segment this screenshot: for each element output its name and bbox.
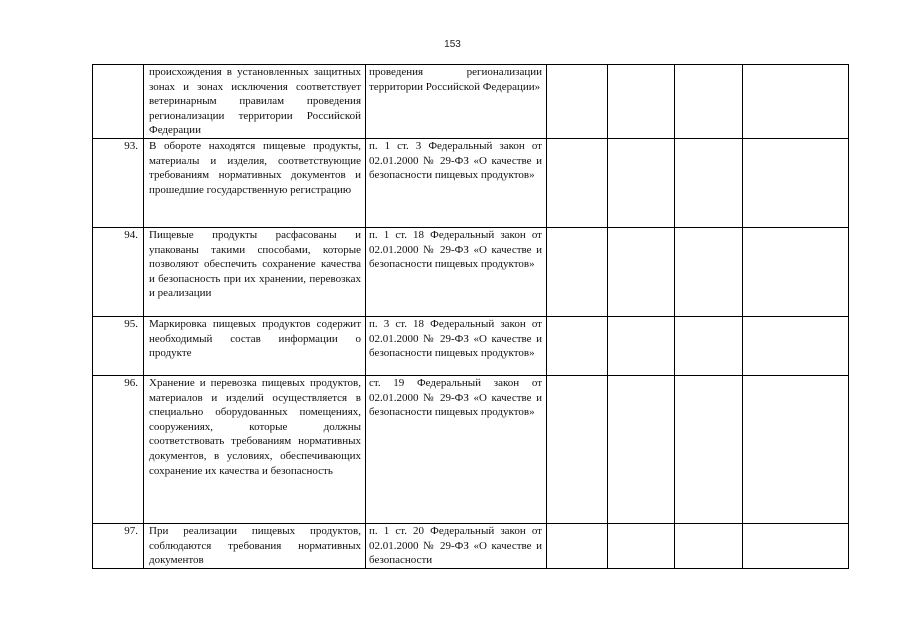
legal-reference-cell: проведения регионализации территории Российской Федерации» [366, 65, 547, 139]
notes-cell [743, 227, 849, 316]
notes-cell [743, 375, 849, 523]
table-row [93, 523, 849, 568]
legal-reference-cell: п. 1 ст. 18 Федеральный закон от 02.01.2000 № 29-ФЗ «О качестве и безопасности пищевых продуктов» [366, 227, 547, 316]
row-number: 94. [93, 227, 144, 316]
requirement-cell: Хранение и перевозка пищевых продуктов, материалов и изделий осуществляется в специально оборудованных помещениях, сооружениях, которые должны соответствовать требованиям нормативных документов, в условиях, обеспечивающих сохранение их качества и безопасность [144, 375, 366, 523]
answer-na-cell [675, 375, 743, 523]
notes-cell [743, 65, 849, 139]
answer-yes-cell [547, 523, 608, 568]
answer-yes-cell [547, 138, 608, 227]
answer-na-cell [675, 227, 743, 316]
row-number [93, 65, 144, 139]
checklist-table [92, 64, 849, 569]
requirement-cell: Маркировка пищевых продуктов содержит необходимый состав информации о продукте [144, 316, 366, 375]
answer-no-cell [608, 375, 675, 523]
row-number: 97. [93, 523, 144, 568]
legal-reference-cell: ст. 19 Федеральный закон от 02.01.2000 № 29-ФЗ «О качестве и безопасности пищевых продуктов» [366, 375, 547, 523]
requirement-cell: Пищевые продукты расфасованы и упакованы такими способами, которые позволяют обеспечить сохранение качества и безопасность при их хранении, перевозках и реализации [144, 227, 366, 316]
table-row [93, 375, 849, 523]
requirement-cell: происхождения в установленных защитных зонах и зонах исключения соответствует ветеринарным правилам проведения регионализации территории Российской Федерации [144, 65, 366, 139]
answer-no-cell [608, 523, 675, 568]
page-number: 153 [444, 39, 461, 50]
answer-no-cell [608, 227, 675, 316]
table-row [93, 316, 849, 375]
answer-no-cell [608, 65, 675, 139]
legal-reference-cell: п. 3 ст. 18 Федеральный закон от 02.01.2000 № 29-ФЗ «О качестве и безопасности пищевых продуктов» [366, 316, 547, 375]
answer-yes-cell [547, 65, 608, 139]
answer-yes-cell [547, 227, 608, 316]
answer-na-cell [675, 138, 743, 227]
answer-na-cell [675, 65, 743, 139]
table-row [93, 65, 849, 139]
legal-reference-cell: п. 1 ст. 3 Федеральный закон от 02.01.2000 № 29-ФЗ «О качестве и безопасности пищевых продуктов» [366, 138, 547, 227]
answer-no-cell [608, 316, 675, 375]
table-row [93, 227, 849, 316]
answer-na-cell [675, 523, 743, 568]
table-row [93, 138, 849, 227]
notes-cell [743, 523, 849, 568]
requirement-cell: В обороте находятся пищевые продукты, материалы и изделия, соответствующие требованиям нормативных документов и прошедшие государственную регистрацию [144, 138, 366, 227]
notes-cell [743, 316, 849, 375]
requirement-cell: При реализации пищевых продуктов, соблюдаются требования нормативных документов [144, 523, 366, 568]
row-number: 95. [93, 316, 144, 375]
row-number: 96. [93, 375, 144, 523]
answer-na-cell [675, 316, 743, 375]
notes-cell [743, 138, 849, 227]
answer-no-cell [608, 138, 675, 227]
answer-yes-cell [547, 375, 608, 523]
legal-reference-cell: п. 1 ст. 20 Федеральный закон от 02.01.2000 № 29-ФЗ «О качестве и безопасности [366, 523, 547, 568]
answer-yes-cell [547, 316, 608, 375]
row-number: 93. [93, 138, 144, 227]
